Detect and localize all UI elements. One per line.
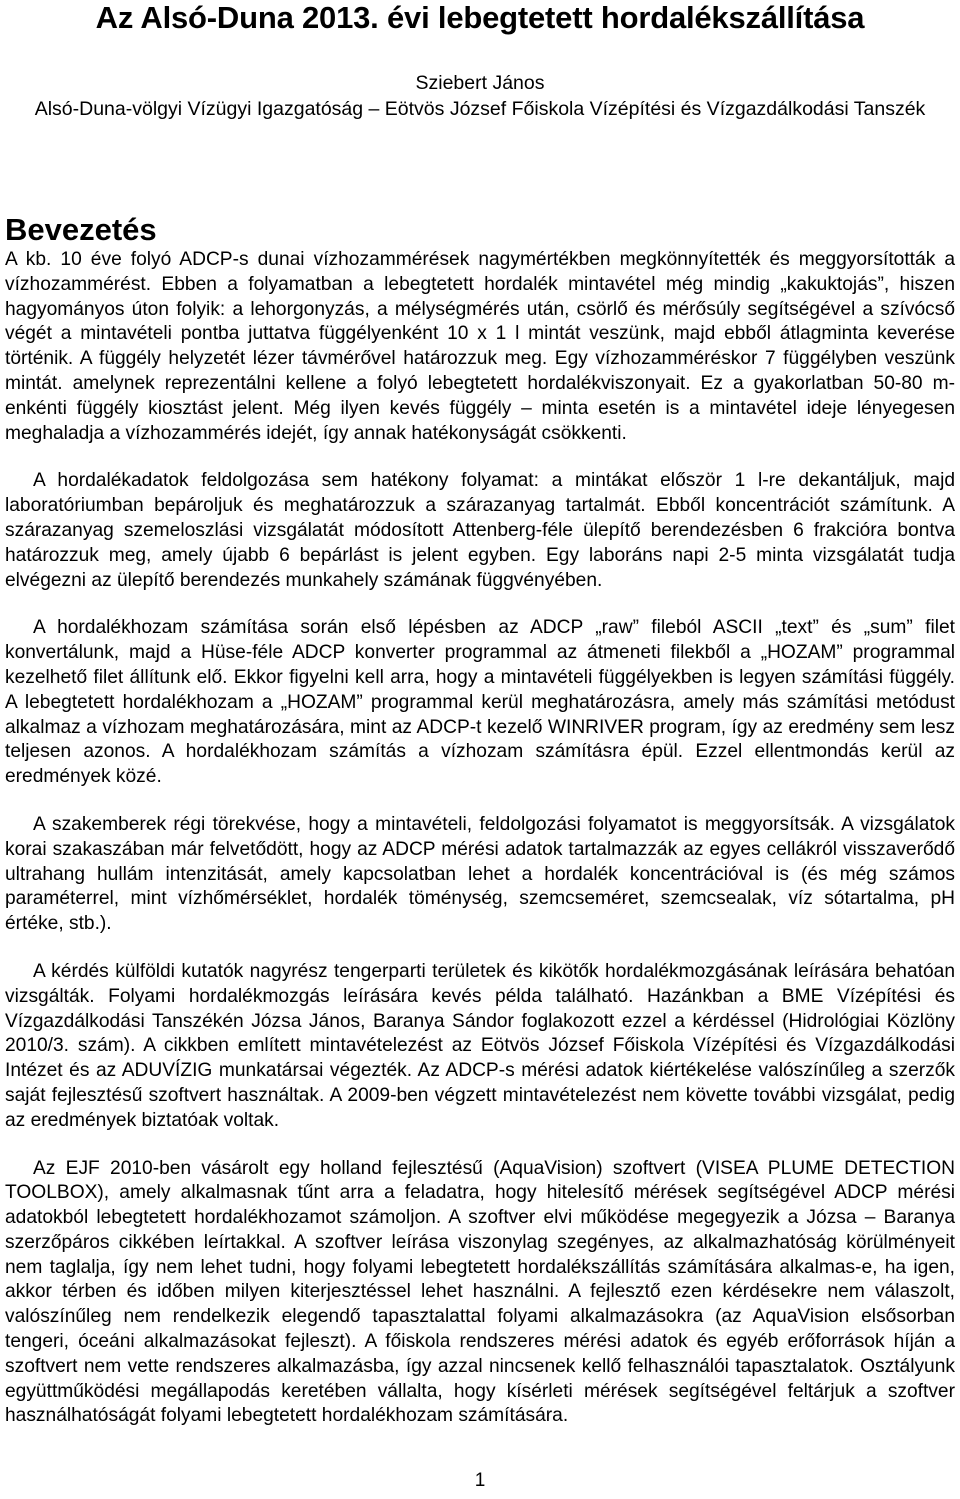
paragraph-5: A kérdés külföldi kutatók nagyrész tengerparti területek és kikötők hordalékmozgásának leírására behatóan vizsgálták. Folyami hordalékmozgás leírására kevés példa található. Hazánkban a BME Vízépítési és Vízgazdálkodási Tanszékén Józsa János, Baranya Sándor foglakozott ezzel a kérdéssel (Hidrológiai Közlöny 2010/3. szám). A cikkben említett mintavételezést az Eötvös József Főiskola Vízépítési és Vízgazdálkodási Intézet és az ADUVÍZIG munkatársai végezték. Az ADCP-s mérési adatok kiértékelése valószínűleg a szerzők saját fejlesztésű szoftvert használtak. A 2009-ben végzett mintavételezést nem követte további vizsgálat, pedig az eredmények biztatóak voltak. (5, 960, 955, 1131)
paragraph-2: A hordalékadatok feldolgozása sem hatékony folyamat: a mintákat először 1 l-re dekantáljuk, majd laboratóriumban bepároljuk és meghatározzuk a szárazanyag tartalmát. Ebből koncentrációt számítunk. A szárazanyag szemeloszlási vizsgálatát módosított Attenberg-féle ülepítő berendezésben 6 frakcióra bontva határozzuk meg, amely újabb 6 bepárlást is jelent egyben. Egy laboráns napi 2-5 minta vizsgálatát tudja elvégezni az ülepítő berendezés munkahely számának függvényében. (5, 470, 955, 591)
paragraph-6: Az EJF 2010-ben vásárolt egy holland fejlesztésű (AquaVision) szoftvert (VISEA PLUME DETECTION TOOLBOX), amely alkalmasnak tűnt arra a feladatra, hogy hitelesítő mérések segítségével ADCP mérési adatokból lebegtetett hordalékhozamot számoljon. A szoftver elvi működése megegyezik a Józsa – Baranya szerzőpáros cikkében leírtakkal. A szoftver leírása viszonylag szegényes, az alkalmazhatóság körülményeit nem taglalja, így nem lehet tudni, hogy folyami lebegtetett hordalékszállítás számítására alkalmas-e, ha igen, akkor térben és időben milyen kiterjesztéssel lehet használni. A fejlesztő ezen kérdésekre nem válaszolt, valószínűleg nem rendelkezik elegendő tapasztalattal folyami alkalmazásokra (az AquaVision elsősorban tengeri, óceáni alkalmazásokat fejleszt). A főiskola rendszeres mérési adatok és egyéb erőforrások híján a szoftvert nem vette rendszeres alkalmazásba, így azzal nincsenek kellő felhasználói tapasztalatok. Osztályunk együttműködési megállapodás keretében vállalta, hogy kísérleti mérések segítségével feltárjuk a szoftver használhatóságát folyami lebegtetett hordalékhozam számítására. (5, 1157, 955, 1427)
section-heading: Bevezetés (5, 212, 157, 247)
paragraph-4: A szakemberek régi törekvése, hogy a mintavételi, feldolgozási folyamatot is meggyorsítsák. A vizsgálatok korai szakaszában már felvetődött, hogy az ADCP mérési adatok tartalmazzák az egyes cellákról visszaverődő ultrahang hullám intenzitását, amely kapcsolatban lehet a hordalék koncentrációval is (és még számos paraméterrel, mint vízhőmérséklet, hordalék töménység, szemcseméret, szemcsealak, víz sótartalma, pH értéke, stb.). (5, 813, 955, 935)
author-name: Sziebert János (415, 72, 545, 94)
page-number: 1 (474, 1470, 486, 1491)
document-title: Az Alsó-Duna 2013. évi lebegtetett hordalékszállítása (95, 0, 865, 35)
author-affiliation: Alsó-Duna-völgyi Vízügyi Igazgatóság – Eötvös József Főiskola Vízépítési és Vízgazdálkodási Tanszék (34, 98, 926, 120)
paragraph-3: A hordalékhozam számítása során első lépésben az ADCP „raw” fileból ASCII „text” és „sum” filet konvertálunk, majd a Hüse-féle ADCP konverter programmal az átmeneti filekből a „HOZAM” programmal kezelhető filet állítunk elő. Ekkor figyelni kell arra, hogy a mintavételi függélyekben is legyen számítási függély. A lebegtetett hordalékhozam a „HOZAM” programmal kerül meghatározásra, amely más számítási metódust alkalmaz a vízhozam meghatározására, mint az ADCP-t kezelő WINRIVER program, így az eredmény sem lesz teljesen azonos. A hordalékhozam számítás a vízhozam számításra épül. Ezzel ellentmondás kerül az eredmények közé. (5, 617, 955, 788)
paragraph-1: A kb. 10 éve folyó ADCP-s dunai vízhozammérések nagymértékben megkönnyítették és meggyorsították a vízhozammérést. Ebben a folyamatban a lebegtetett hordalék mintavétel még mindig „kakuktojás”, hiszen hagyományos úton folyik: a lehorgonyzás, a mélységmérés után, csörlő és mérősúly segítségével a szívócső végét a mintavételi pontba juttatva függélyenként 10 x 1 l mintát veszünk, majd ebből átlagminta keverése történik. A függély helyzetét lézer távmérővel határozzuk meg. Egy vízhozamméréskor 7 függélyben veszünk mintát. amelynek reprezentálni kellene a folyó lebegtetett hordalékviszonyait. Ez a gyakorlatban 50-80 m-enkénti függély kiosztást jelent. Még ilyen kevés függély – minta esetén is a mintavétel ideje lényegesen meghaladja a vízhozammérés idejét, így annak hatékonyságát csökkenti. (5, 249, 955, 444)
